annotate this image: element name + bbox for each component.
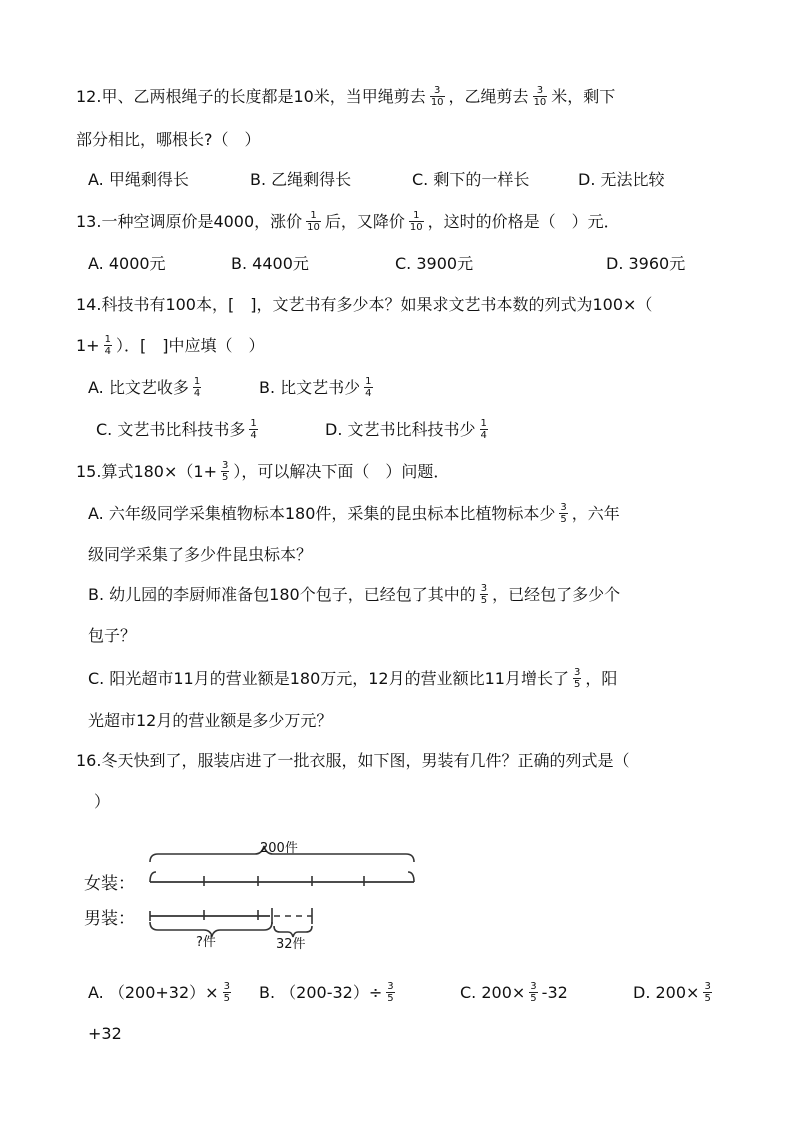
q12-option-c[interactable]: C. 剩下的一样长 — [412, 170, 530, 189]
q15-option-c-cont: 光超市12月的营业额是多少万元？ — [88, 711, 333, 730]
q14-line2: 1+ $\frac{1}{4}$ ）．[ ]中应填（ ） — [76, 334, 265, 357]
q15-line1: 15.算式180×（1+ $\frac{3}{5}$ ），可以解决下面（ ）问题． — [76, 460, 450, 483]
diff-label: 32件 — [276, 937, 306, 952]
women-end-brace-left — [150, 872, 156, 882]
q12-option-b[interactable]: B. 乙绳剩得长 — [250, 170, 352, 189]
q12-line2: 部分相比，哪根长?（ ） — [76, 130, 261, 149]
total-label: 200件 — [260, 841, 298, 856]
fraction: $\frac{3}{5}$ — [480, 583, 488, 606]
fraction: $\frac{3}{5}$ — [387, 981, 394, 1004]
fraction: $\frac{3}{5}$ — [704, 981, 711, 1004]
q15-option-a-cont: 级同学采集了多少件昆虫标本？ — [88, 545, 313, 564]
q14-option-d[interactable]: D. 文艺书比科技书少 $\frac{1}{4}$ — [325, 418, 487, 441]
q13-option-b[interactable]: B. 4400元 — [231, 254, 309, 273]
fraction: $\frac{3}{5}$ — [221, 460, 229, 483]
q16-option-b[interactable]: B. （200-32）÷ $\frac{3}{5}$ — [259, 981, 394, 1004]
fraction: $\frac{1}{4}$ — [480, 418, 487, 441]
q13-line1: 13.一种空调原价是4000，涨价 $\frac{1}{10}$ 后，又降价 $\frac{1}{10}$ ，这时的价格是（ ）元． — [76, 210, 620, 233]
fraction: $\frac{1}{10}$ — [409, 210, 423, 233]
fraction: $\frac{1}{4}$ — [365, 376, 372, 399]
q13-option-a[interactable]: A. 4000元 — [88, 254, 166, 273]
women-ticks — [204, 876, 364, 886]
fraction: $\frac{3}{10}$ — [430, 85, 444, 108]
q15-option-b[interactable]: B. 幼儿园的李厨师准备包180个包子，已经包了其中的 $\frac{3}{5}$ ，已经包了多少个 — [88, 583, 621, 606]
women-label: 女装： — [84, 874, 135, 894]
q14-option-c[interactable]: C. 文艺书比科技书多 $\frac{1}{4}$ — [96, 418, 257, 441]
q14-option-b[interactable]: B. 比文艺书少 $\frac{1}{4}$ — [259, 376, 372, 399]
q12-line1: 12.甲、乙两根绳子的长度都是10米，当甲绳剪去 $\frac{3}{10}$ ，乙绳剪去 $\frac{3}{10}$ 米，剩下 — [76, 85, 616, 108]
q12-option-a[interactable]: A. 甲绳剩得长 — [88, 170, 189, 189]
fraction: $\frac{3}{5}$ — [560, 502, 567, 525]
fraction: $\frac{1}{10}$ — [307, 210, 320, 233]
men-diff-brace — [274, 926, 312, 937]
q16-option-d[interactable]: D. 200× $\frac{3}{5}$ — [633, 981, 711, 1004]
q13-option-c[interactable]: C. 3900元 — [395, 254, 474, 273]
q16-line1: 16.冬天快到了，服装店进了一批衣服，如下图，男装有几件？正确的列式是（ — [76, 751, 630, 770]
q15-option-a[interactable]: A. 六年级同学采集植物标本180件，采集的昆虫标本比植物标本少 $\frac{3}{5}$ ，六年 — [88, 502, 620, 525]
fraction: $\frac{1}{4}$ — [250, 418, 257, 441]
fraction: $\frac{3}{5}$ — [573, 667, 581, 690]
q16-option-c[interactable]: C. 200× $\frac{3}{5}$ -32 — [460, 981, 568, 1004]
q14-line1: 14.科技书有100本，[ ]，文艺书有多少本？如果求文艺书本数的列式为100×（ — [76, 295, 653, 314]
q15-option-b-cont: 包子？ — [88, 626, 137, 645]
men-label: 男装： — [84, 909, 135, 929]
unknown-label: ?件 — [196, 935, 216, 950]
women-end-brace-right — [408, 872, 414, 882]
line-segment-diagram — [80, 836, 440, 964]
q13-option-d[interactable]: D. 3960元 — [606, 254, 686, 273]
fraction: $\frac{3}{5}$ — [530, 981, 537, 1004]
q12-option-d[interactable]: D. 无法比较 — [578, 170, 665, 189]
men-unknown-brace — [150, 922, 272, 936]
q16-option-a[interactable]: A. （200+32）× $\frac{3}{5}$ — [88, 981, 230, 1004]
q16-option-d-cont: +32 — [88, 1024, 122, 1043]
fraction: $\frac{1}{4}$ — [104, 334, 111, 357]
q16-line2: ） — [94, 792, 111, 811]
q15-option-c[interactable]: C. 阳光超市11月的营业额是180万元，12月的营业额比11月增长了 $\frac{3}{5}$ ，阳 — [88, 667, 618, 690]
fraction: $\frac{3}{5}$ — [223, 981, 230, 1004]
fraction: $\frac{1}{4}$ — [193, 376, 201, 399]
q14-option-a[interactable]: A. 比文艺收多 $\frac{1}{4}$ — [88, 376, 201, 399]
fraction: $\frac{3}{10}$ — [533, 85, 547, 108]
